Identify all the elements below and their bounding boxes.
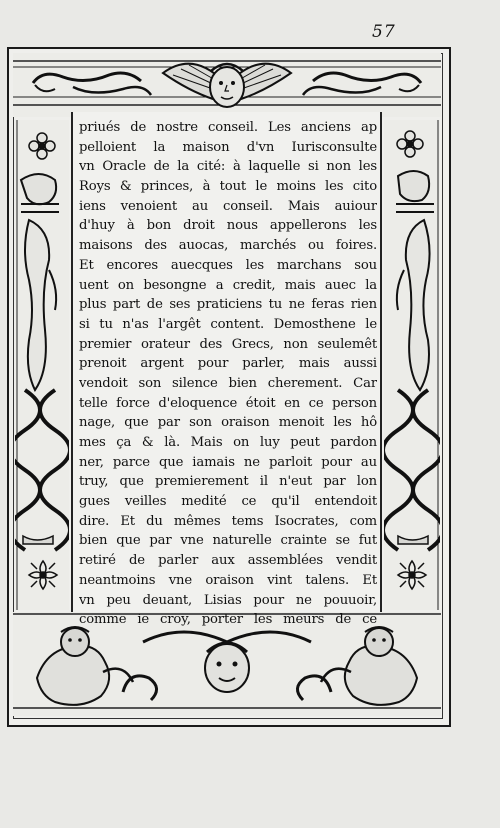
text-line: plus part de ses praticiens tu ne feras rien (79, 297, 377, 313)
text-line: vn Oracle de la cité: à laquelle si non les (79, 159, 377, 175)
text-line: nage, que par son oraison menoit les hô (79, 415, 377, 431)
text-line: d'huy à bon droit nous appellerons les (79, 218, 377, 234)
text-line: premier orateur des Grecs, non seulemêt (79, 336, 377, 352)
text-line: Roys & princes, à tout le moins les cito (79, 179, 377, 195)
text-line: bien que par vne naturelle crainte se fut (79, 533, 377, 549)
text-line: iens venoient au conseil. Mais auiour (79, 198, 377, 214)
text-line: gues veilles medité ce qu'il entendoit (79, 494, 377, 510)
text-line: neantmoins vne oraison vint talens. Et (79, 572, 377, 588)
body-text-block (71, 112, 382, 628)
text-line: comme ie croy, porter les meurs de ce (79, 612, 377, 628)
text-line: retiré de parler aux assemblées vendit (79, 553, 377, 569)
text-line: dire. Et du mêmes tems Isocrates, com (79, 513, 377, 529)
text-line: telle force d'eloquence étoit en ce person (79, 395, 377, 411)
text-line: si tu n'as l'argêt content. Demosthene le (79, 316, 377, 332)
cherub-header-ornament (13, 53, 441, 117)
text-line: mes ça & là. Mais on luy peut pardon (79, 435, 377, 450)
text-line: ner, parce que iamais ne parloit pour au (79, 454, 377, 470)
text-line: prenoit argent pour parler, mais aussi (79, 356, 377, 372)
text-line: maisons des auocas, marchés ou foires. (79, 238, 377, 254)
page-number: 57 (372, 22, 396, 42)
text-line: Et encores auecques les marchans sou (79, 257, 377, 273)
text-line: vendoit son silence bien cherement. Car (79, 375, 377, 391)
left-caryatid-ornament (15, 120, 69, 610)
right-caryatid-ornament (384, 120, 440, 610)
text-line: priués de nostre conseil. Les anciens ap (79, 120, 377, 135)
text-line: vn peu deuant, Lisias pour ne pouuoir, (79, 592, 377, 608)
text-line: uent on besongne a credit, mais auec la (79, 277, 377, 293)
text-line: pelloient la maison d'vn Iurisconsulte (79, 139, 377, 155)
text-line: truy, que premierement il n'eut par lon (79, 474, 377, 490)
